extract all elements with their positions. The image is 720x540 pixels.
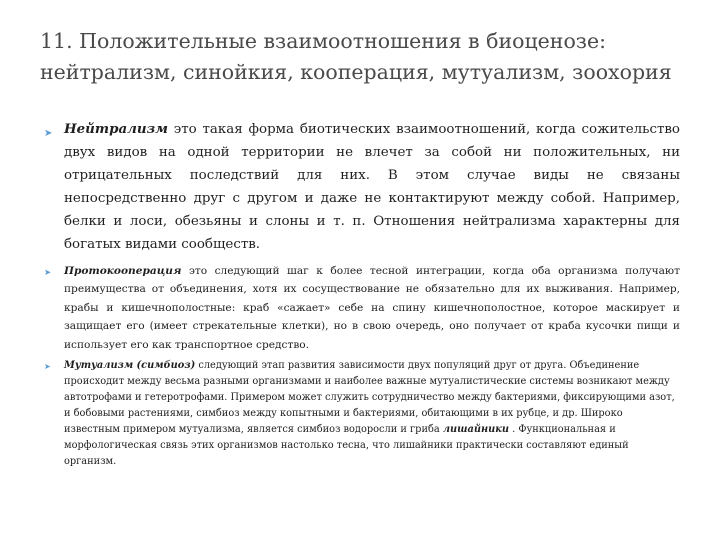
bullet-item-neutralism: [44, 118, 680, 256]
bullet-text: следующий этап развития зависимости двух популяций друг от друга. Объединение происходит между весьма разными организмами и наиболее важные мутуалистические системы возникают между автотрофами и гетеротрофами. Примером может служить сотрудничество между бактериями, фиксирующими азот, и бобовыми растениями, симбиоз между копытными и бактериями, обитающими в их рубце, и др. Широко известным примером мутуализма, является симбиоз водоросли и гриба: [64, 360, 675, 436]
bullet-text: это такая форма биотических взаимоотношений, когда сожительство двух видов на одной территории не влечет за собой ни положительных, ни отрицательных последствий для них. В этом случае виды не связаны непосредственно друг с другом и даже не контактируют между собой. Например, белки и лоси, обезьяны и слоны и т. п. Отношения нейтрализма характерны для богатых видами сообществ.: [64, 122, 680, 252]
term-neutralism: Нейтрализм: [64, 121, 168, 137]
arrow-bullet-icon: ➤: [44, 362, 51, 372]
bullet-text: это следующий шаг к более тесной интеграции, когда оба организма получают преимущества от объединения, хотя их сосуществование не обязательно для их выживания. Например, крабы и кишечнополостные: краб «сажает» себе на спину кишечнополостное, которое маскирует и защищает его (имеет стрекательные клетки), но в свою очередь, оно получает от краба кусочки пищи и использует его как транспортное средство.: [64, 265, 680, 351]
bullet-text: . Функциональная и морфологическая связь этих организмов настолько тесна, что лишайники практически составляют единый организм.: [64, 424, 629, 468]
term-protocooperation: Протокооперация: [64, 265, 182, 277]
bullet-item-protocooperation: [44, 262, 680, 354]
slide-content: [44, 118, 680, 470]
term-lichens: лишайники: [442, 424, 509, 436]
arrow-bullet-icon: ➤: [44, 268, 52, 278]
bullet-item-mutualism: [44, 358, 680, 470]
term-mutualism: Мутуализм (симбиоз): [64, 360, 196, 372]
slide-title: 11. Положительные взаимоотношения в биоценозе: нейтрализм, синойкия, кооперация, мутуализм, зоохория: [40, 29, 672, 84]
arrow-bullet-icon: ➤: [44, 128, 53, 139]
